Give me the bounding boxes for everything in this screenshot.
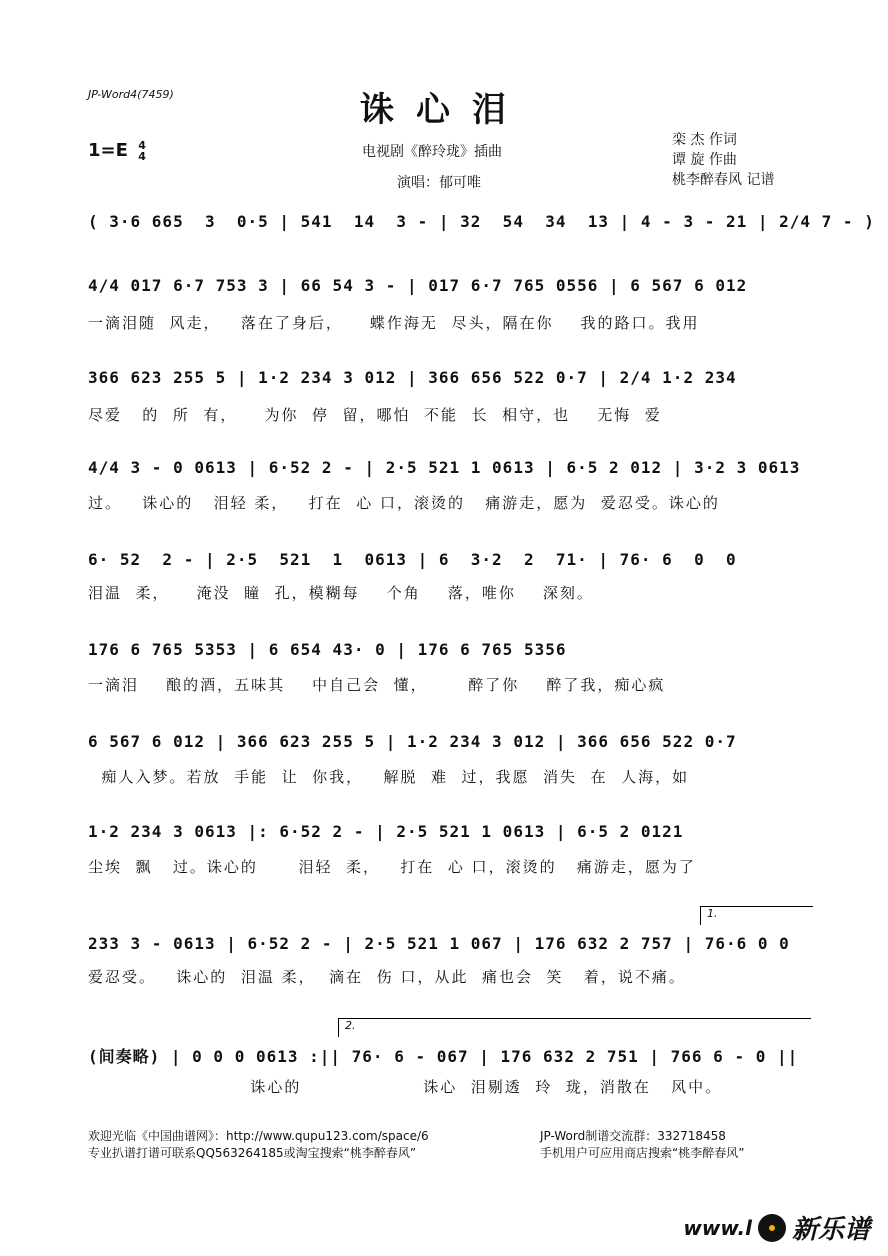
transcriber: 桃李醉春风 记谱 (672, 172, 775, 188)
lyricist: 栾 杰 作词 (672, 132, 737, 148)
system-5-lyric: 泪温 柔， 淹没 瞳 孔，模糊每 个角 落，唯你 深刻。 (88, 584, 594, 602)
system-7-lyric: 痴人入梦。若放 手能 让 你我， 解脱 难 过，我愿 消失 在 人海，如 (88, 768, 690, 786)
system-10-notes: (间奏略) | 0 0 0 0613 :|| 76· 6 - 067 | 176 632 2 751 | 766 6 - 0 || (88, 1047, 799, 1066)
system-10-lyric: 诛心的 诛心 泪剔透 玲 珑，消散在 风中。 (88, 1078, 723, 1096)
brand-logo (683, 1209, 870, 1246)
system-9-notes: 233 3 - 0613 | 6·52 2 - | 2·5 521 1 067 | 176 632 2 757 | 76·6 0 0 (88, 934, 790, 953)
footer-left (88, 1128, 429, 1162)
system-1-notes: ( 3·6 665 3 0·5 | 541 14 3 - | 32 54 34 13 | 4 - 3 - 21 | 2/4 7 - ) (88, 212, 875, 231)
subtitle: 电视剧《醉玲珑》插曲 (362, 144, 502, 160)
system-4-notes: 4/4 3 - 0 0613 | 6·52 2 - | 2·5 521 1 0613 | 6·5 2 012 | 3·2 3 0613 (88, 458, 801, 477)
footer-right (540, 1128, 744, 1162)
system-7-notes: 6 567 6 012 | 366 623 255 5 | 1·2 234 3 012 | 366 656 522 0·7 (88, 732, 737, 751)
footer-site: 欢迎光临《中国曲谱网》：http://www.qupu123.com/space/6 (88, 1129, 429, 1143)
footer-app: 手机用户可应用商店搜索“桃李醉春风” (540, 1146, 745, 1160)
system-3-notes: 366 623 255 5 | 1·2 234 3 012 | 366 656 522 0·7 | 2/4 1·2 234 (88, 368, 737, 387)
composer: 谭 旋 作曲 (672, 152, 737, 168)
singer: 演唱：郁可唯 (397, 175, 481, 191)
logo-brand: 新乐谱 (791, 1215, 870, 1245)
song-title: 诛心泪 (360, 90, 528, 130)
volta-first: 1. (700, 906, 813, 925)
system-6-notes: 176 6 765 5353 | 6 654 43· 0 | 176 6 765 5356 (88, 640, 567, 659)
system-4-lyric: 过。 诛心的 泪轻 柔， 打在 心 口，滚烫的 痛游走，愿为 爱忍受。诛心的 (88, 494, 720, 512)
software-tag: JP-Word4(7459) (88, 88, 174, 101)
disc-icon (758, 1214, 786, 1242)
time-signature (138, 140, 146, 162)
time-bottom: 4 (138, 150, 146, 163)
system-8-lyric: 尘埃 飘 过。诛心的 泪轻 柔， 打在 心 口，滚烫的 痛游走，愿为了 (88, 858, 696, 876)
time-top: 4 (138, 139, 146, 152)
footer-contact: 专业扒谱打谱可联系QQ563264185或淘宝搜索“桃李醉春风” (88, 1146, 417, 1160)
system-2-lyric: 一滴泪随 风走， 落在了身后， 蝶作海无 尽头，隔在你 我的路口。我用 (88, 314, 700, 332)
key-signature (88, 140, 146, 162)
system-3-lyric: 尽爱 的 所 有， 为你 停 留，哪怕 不能 长 相守，也 无悔 爱 (88, 406, 662, 424)
logo-url: www.l (683, 1215, 752, 1240)
volta-second: 2. (338, 1018, 811, 1037)
system-2-notes: 4/4 017 6·7 753 3 | 66 54 3 - | 017 6·7 765 0556 | 6 567 6 012 (88, 276, 748, 295)
system-9-lyric: 爱忍受。 诛心的 泪温 柔， 滴在 伤 口，从此 痛也会 笑 着，说不痛。 (88, 968, 686, 986)
system-8-notes: 1·2 234 3 0613 |: 6·52 2 - | 2·5 521 1 0613 | 6·5 2 0121 (88, 822, 684, 841)
key-label: 1=E (88, 140, 128, 161)
system-6-lyric: 一滴泪 酿的酒，五味其 中自己会 懂， 醉了你 醉了我，痴心疯 (88, 676, 666, 694)
credits (672, 130, 802, 190)
system-5-notes: 6· 52 2 - | 2·5 521 1 0613 | 6 3·2 2 71· | 76· 6 0 0 (88, 550, 737, 569)
footer-group: JP-Word制谱交流群：332718458 (540, 1129, 726, 1143)
